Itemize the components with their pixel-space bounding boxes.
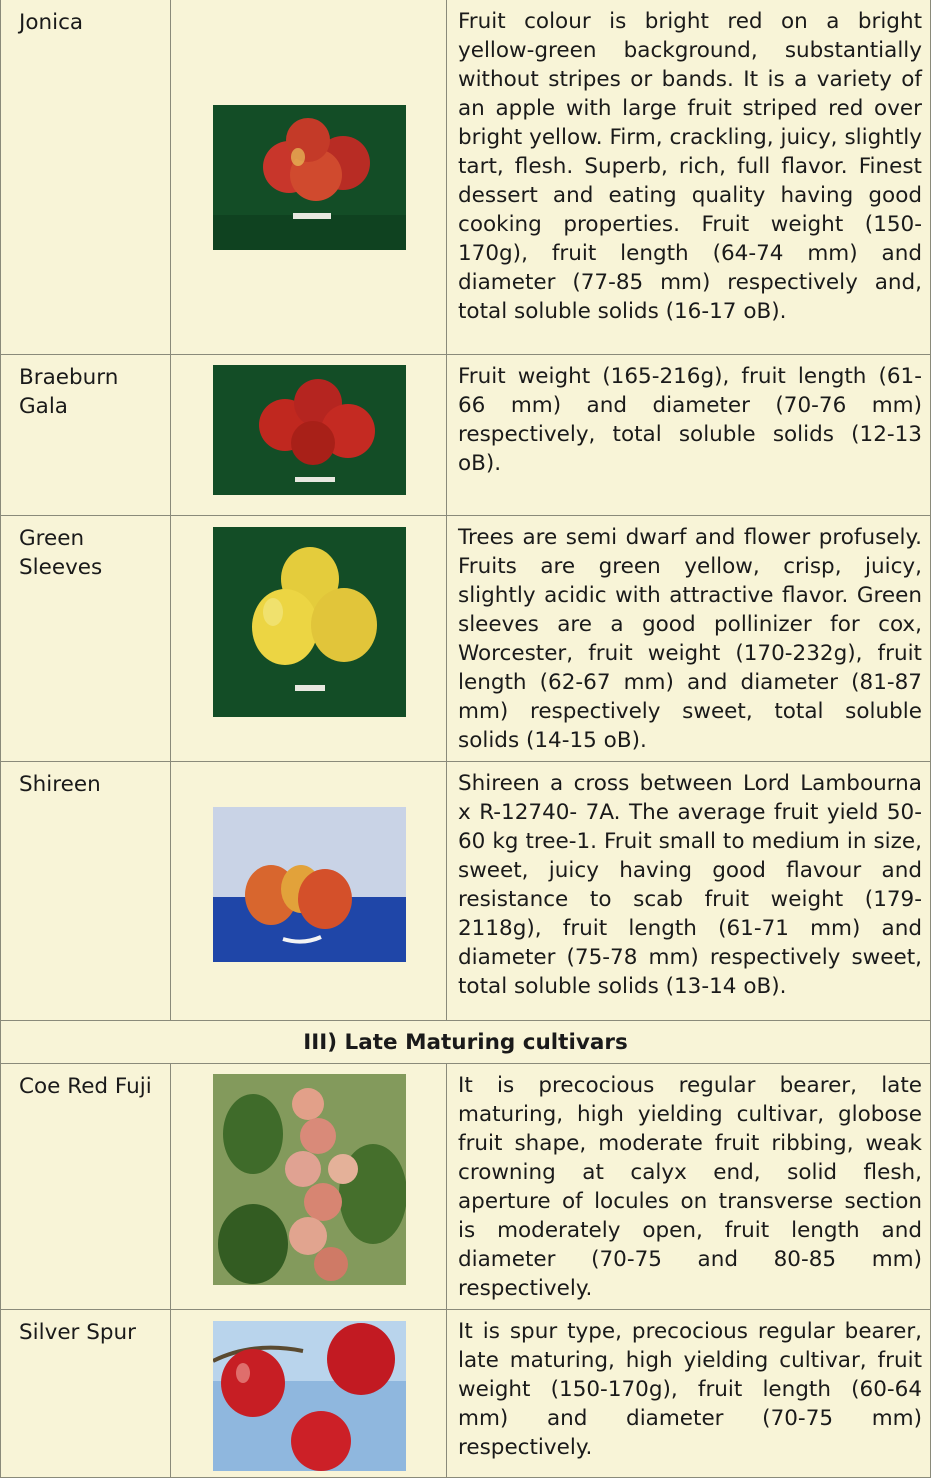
table-row xyxy=(1,516,931,762)
cultivar-photo-cell xyxy=(171,0,447,355)
cultivar-description: Fruit colour is bright red on a bright yellow-green background, substantially without stripes or bands. It is a variety of an apple with large fruit striped red over bright yellow. Firm, crackling, juicy, slightly tart, flesh. Superb, rich, full flavor. Finest dessert and eating quality having good cooking properties. Fruit weight (150-170g), fruit length (64-74 mm) and diameter (77-85 mm) respectively and, total soluble solids (16-17 oB). xyxy=(447,0,931,355)
silver-spur-photo xyxy=(213,1321,406,1471)
cultivar-photo-cell xyxy=(171,762,447,1021)
table-row xyxy=(1,355,931,516)
cultivar-name: Braeburn Gala xyxy=(1,355,171,516)
green-sleeves-photo xyxy=(213,527,406,717)
cultivar-description: It is precocious regular bearer, late maturing, high yielding cultivar, globose fruit shape, moderate fruit ribbing, weak crowning at calyx end, solid flesh, aperture of locules on transverse section is moderately open, fruit length and diameter (70-75 and 80-85 mm) respectively. xyxy=(447,1064,931,1310)
shireen-photo xyxy=(213,807,406,962)
cultivar-name: Silver Spur xyxy=(1,1310,171,1478)
cultivar-name: Shireen xyxy=(1,762,171,1021)
section-heading: III) Late Maturing cultivars xyxy=(1,1021,931,1064)
cultivar-description: Trees are semi dwarf and flower profusely. Fruits are green yellow, crisp, juicy, slightly acidic with attractive flavor. Green sleeves are a good pollinizer for cox, Worcester, fruit weight (170-232g), fruit length (62-67 mm) and diameter (81-87 mm) respectively sweet, total soluble solids (14-15 oB). xyxy=(447,516,931,762)
section-row xyxy=(1,1021,931,1064)
cultivar-description: Fruit weight (165-216g), fruit length (61-66 mm) and diameter (70-76 mm) respectively, total soluble solids (12-13 oB). xyxy=(447,355,931,516)
cultivar-name: Coe Red Fuji xyxy=(1,1064,171,1310)
braeburn-gala-photo xyxy=(213,365,406,495)
cultivar-photo-cell xyxy=(171,1310,447,1478)
cultivar-photo-cell xyxy=(171,355,447,516)
cultivar-photo-cell xyxy=(171,1064,447,1310)
cultivar-name: Jonica xyxy=(1,0,171,355)
table-row xyxy=(1,762,931,1021)
cultivar-description: Shireen a cross between Lord Lambourna x R-12740- 7A. The average fruit yield 50-60 kg tree-1. Fruit small to medium in size, sweet, juicy having good flavour and resistance to scab fruit weight (179-2118g), fruit length (61-71 mm) and diameter (75-78 mm) respectively sweet, total soluble solids (13-14 oB). xyxy=(447,762,931,1021)
table-row xyxy=(1,1064,931,1310)
cultivar-description: It is spur type, precocious regular bearer, late maturing, high yielding cultivar, fruit weight (150-170g), fruit length (60-64 mm) and diameter (70-75 mm) respectively. xyxy=(447,1310,931,1478)
table-row xyxy=(1,0,931,355)
cultivar-photo-cell xyxy=(171,516,447,762)
jonica-photo xyxy=(213,105,406,250)
coe-red-fuji-photo xyxy=(213,1074,406,1285)
cultivar-name: Green Sleeves xyxy=(1,516,171,762)
table-row xyxy=(1,1310,931,1478)
